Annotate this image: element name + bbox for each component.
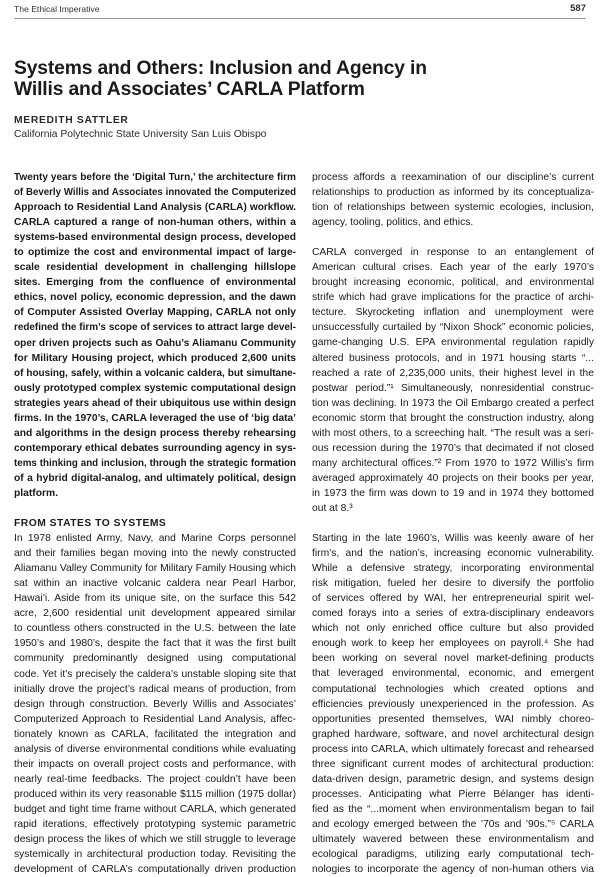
text-line: efficiencies previously unexperienced in the profession. As xyxy=(312,698,594,710)
paragraph-gap xyxy=(312,516,594,531)
text-line: rapid iterations, effectively prototyping systemic parametric xyxy=(14,818,296,830)
text-line: ethics, novel policy, economic depression, and the dawn xyxy=(14,292,296,304)
text-line: many architectural offices.”² From 1970 to 1972 Willis’s firm xyxy=(312,457,594,469)
text-line: nearly real-time feedbacks. The project couldn’t have been xyxy=(14,773,296,785)
title-line: Willis and Associates’ CARLA Platform xyxy=(14,79,365,100)
text-line: fied as the “...moment when environmentalism began to fail xyxy=(312,803,594,815)
text-line: process affords a reexamination of our discipline’s current xyxy=(312,172,594,183)
text-line: American cultural crises. Each year of the early 1970’s xyxy=(312,262,594,274)
body-paragraph xyxy=(312,170,594,230)
text-line: While a defensive strategy, incorporating environmental xyxy=(312,563,594,575)
text-line: to countless others constructed in the U.S. between the late xyxy=(14,623,296,635)
text-line: CARLA captured a range of non-human others, within a xyxy=(14,217,296,229)
text-line: design process the likes of which we still struggle to leverage xyxy=(14,834,296,846)
text-line: tionately known as CARLA, facilitated the integration and xyxy=(14,728,296,740)
text-line: development of CARLA’s computationally driven production xyxy=(14,864,296,876)
running-header xyxy=(14,3,586,17)
text-line: strife which had grave implications for the practice of archi- xyxy=(312,292,594,304)
text-line: of Computer Assisted Overlay Mapping, CARLA not only xyxy=(14,307,296,319)
text-line: and their families began moving into the newly constructed xyxy=(14,548,296,560)
text-line: acre, 2,600 residential unit development appeared similar xyxy=(14,608,296,620)
text-line: Approach to Residential Land Analysis (CARLA) workflow. xyxy=(14,202,296,214)
text-line: produced within its very reasonable $115 million (1975 dollar) xyxy=(14,788,296,800)
text-line: nologies to incorporate the agency of non-human others via xyxy=(312,864,594,876)
text-line: of services offered by WAI, her entrepreneurial spirit wel- xyxy=(312,593,594,605)
text-line: averaged approximately 40 projects on their books per year, xyxy=(312,472,594,484)
text-line: graphed hardware, software, and novel architectural design xyxy=(312,728,594,740)
running-title: The Ethical Imperative xyxy=(14,4,100,14)
text-line: for Military Housing project, which produced 2,600 units xyxy=(14,352,296,364)
abstract xyxy=(14,170,296,501)
text-line: redefined the firm’s scope of services to attract large devel- xyxy=(14,322,296,334)
text-line: that leveraged environmental, economic, and emergent xyxy=(312,668,594,680)
text-line: community predominantly designed using computational xyxy=(14,653,296,665)
text-line: sites. Emerging from the confluence of environmental xyxy=(14,277,296,289)
text-line: out at 8.³ xyxy=(312,502,353,514)
text-line: tion of relationships between systemic ecologies, inclusion, xyxy=(312,202,594,214)
header-rule xyxy=(14,18,586,19)
text-line: strategies years ahead of their ubiquitous use within design xyxy=(14,397,296,409)
text-line: computational technologies which created options and xyxy=(312,683,594,695)
text-line: Starting in the late 1960’s, Willis was keenly aware of her xyxy=(312,533,594,545)
paragraph-gap xyxy=(312,230,594,245)
text-line: to optimize the cost and environmental impact of large- xyxy=(14,247,296,259)
text-line: brought increasing economic, political, and environmental xyxy=(312,277,594,289)
right-column xyxy=(312,170,594,877)
text-line: Aliamanu Valley Community for Military Family Housing which xyxy=(14,563,296,575)
text-line: In 1978 enlisted Army, Navy, and Marine Corps personnel xyxy=(14,533,296,545)
text-line: CARLA converged in response to an entanglement of xyxy=(312,247,594,259)
body-paragraph xyxy=(312,531,594,877)
text-line: comed forays into a series of extra-disciplinary endeavors xyxy=(312,608,594,620)
text-line: tion was declining. In 1973 the Oil Embargo created a perfect xyxy=(312,397,594,409)
text-line: altered business protocols, and in 1971 housing starts “... xyxy=(312,352,594,364)
text-line: three significant current modes of architectural production: xyxy=(312,758,594,770)
text-line: with most others, to a screeching halt. “The result was a seri- xyxy=(312,427,594,439)
text-line: Computerized Approach to Residential Land Analysis, affec- xyxy=(14,713,296,725)
text-line: code. Yet it’s precisely the caldera’s unstable sloping site that xyxy=(14,668,296,680)
text-line: oper driven projects such as Oahu’s Aliamanu Community xyxy=(14,337,296,349)
body-paragraph xyxy=(14,531,296,877)
text-line: ecological paradigms, utilizing early computational tech- xyxy=(312,849,594,861)
text-line: risk mitigation, fueled her desire to diversify the portfolio xyxy=(312,578,594,590)
text-line: systemically in architectural production today. Revisiting the xyxy=(14,849,296,861)
text-line: process into CARLA, which ultimately forecast and rehearsed xyxy=(312,743,594,755)
author-name: MEREDITH SATTLER xyxy=(14,115,129,126)
text-line: design through construction. Beverly Willis and Associates’ xyxy=(14,698,296,710)
text-line: ultimately wavered between these environmentalism and xyxy=(312,833,594,845)
text-line: 1950’s and 1980’s, despite the fact that it was the first built xyxy=(14,638,296,650)
text-line: firms. In the 1970’s, CARLA leveraged the use of ‘big data’ xyxy=(14,412,296,424)
text-line: ous recession during the 1970’s that decimated if not closed xyxy=(312,442,594,454)
text-line: enough work to keep her employees on payroll.⁴ She had xyxy=(312,638,594,650)
article-title xyxy=(14,58,514,100)
text-line: sat within an inactive volcanic caldera near Pearl Harbor, xyxy=(14,578,296,590)
paragraph-gap xyxy=(14,501,296,516)
text-line: been working on several novel market-defining products xyxy=(312,653,594,665)
page-number: 587 xyxy=(570,3,586,14)
text-line: tems thinking and inclusion, through the strategic formation xyxy=(14,457,296,469)
text-line: game-changing U.S. EPA environmental regulation rapidly xyxy=(312,337,594,349)
text-line: systems-based environmental design process, developed xyxy=(14,232,296,244)
text-line: Hawai’i. Aside from its unique site, on the surface this 542 xyxy=(14,593,296,605)
left-column xyxy=(14,170,296,877)
author-affiliation: California Polytechnic State University San Luis Obispo xyxy=(14,129,267,140)
text-line: budget and tight time frame without CARLA, which generated xyxy=(14,803,296,815)
text-line: which not only enriched office culture but also provided xyxy=(312,623,594,635)
text-line: ously prototyped complex systemic computational design xyxy=(14,382,296,394)
title-line: Systems and Others: Inclusion and Agency in xyxy=(14,58,427,79)
text-line: their impacts on overall project costs and performance, with xyxy=(14,758,296,770)
text-line: postwar period.”¹ Simultaneously, nonresidential construc- xyxy=(312,382,594,394)
text-line: of housing, safely, within a volcanic caldera, but simultane- xyxy=(14,367,296,379)
text-line: data-driven design, parametric design, and systems design xyxy=(312,773,594,785)
text-line: of Beverly Willis and Associates innovated the Computerized xyxy=(14,187,296,199)
text-line: in 1973 the firm was down to 19 and in 1974 they bottomed xyxy=(312,487,594,499)
text-line: contemporary ethical debates surrounding agency in sys- xyxy=(14,442,296,454)
text-line: Twenty years before the ‘Digital Turn,’ the architecture firm xyxy=(14,172,296,183)
text-line: scale residential development in challenging hillslope xyxy=(14,262,296,274)
text-line: processes. Anticipating what Pierre Bélanger has identi- xyxy=(312,788,594,800)
text-line: tecture. Skyrocketing inflation and unemployment were xyxy=(312,307,594,319)
text-line: firm’s, and the nation’s, increasing economic vulnerability. xyxy=(312,548,594,560)
text-line: agency, tooling, politics, and ethics. xyxy=(312,217,474,229)
text-line: economic storm that brought the construction industry, along xyxy=(312,412,594,424)
text-line: initially drove the project’s radical means of production, from xyxy=(14,683,296,695)
text-line: platform. xyxy=(14,487,59,499)
text-line: and algorithms in the design process thereby rehearsing xyxy=(14,427,296,439)
text-line: reached a rate of 2,235,000 units, their highest level in the xyxy=(312,367,594,379)
text-line: analysis of diverse environmental conditions while evaluating xyxy=(14,743,296,755)
section-heading: FROM STATES TO SYSTEMS xyxy=(14,518,167,530)
text-line: and ecology emerged between the ’70s and ’90s.”⁵ CARLA xyxy=(312,818,594,830)
text-line: relationships to production as informed by its conceptualiza- xyxy=(312,187,594,199)
text-line: opportunities presented themselves, WAI nimbly choreo- xyxy=(312,713,594,725)
text-line: unsuccessfully curtailed by “Nixon Shock” economic policies, xyxy=(312,322,594,334)
text-line: of a hybrid digital-analog, and ultimately political, design xyxy=(14,472,296,484)
body-paragraph xyxy=(312,245,594,516)
